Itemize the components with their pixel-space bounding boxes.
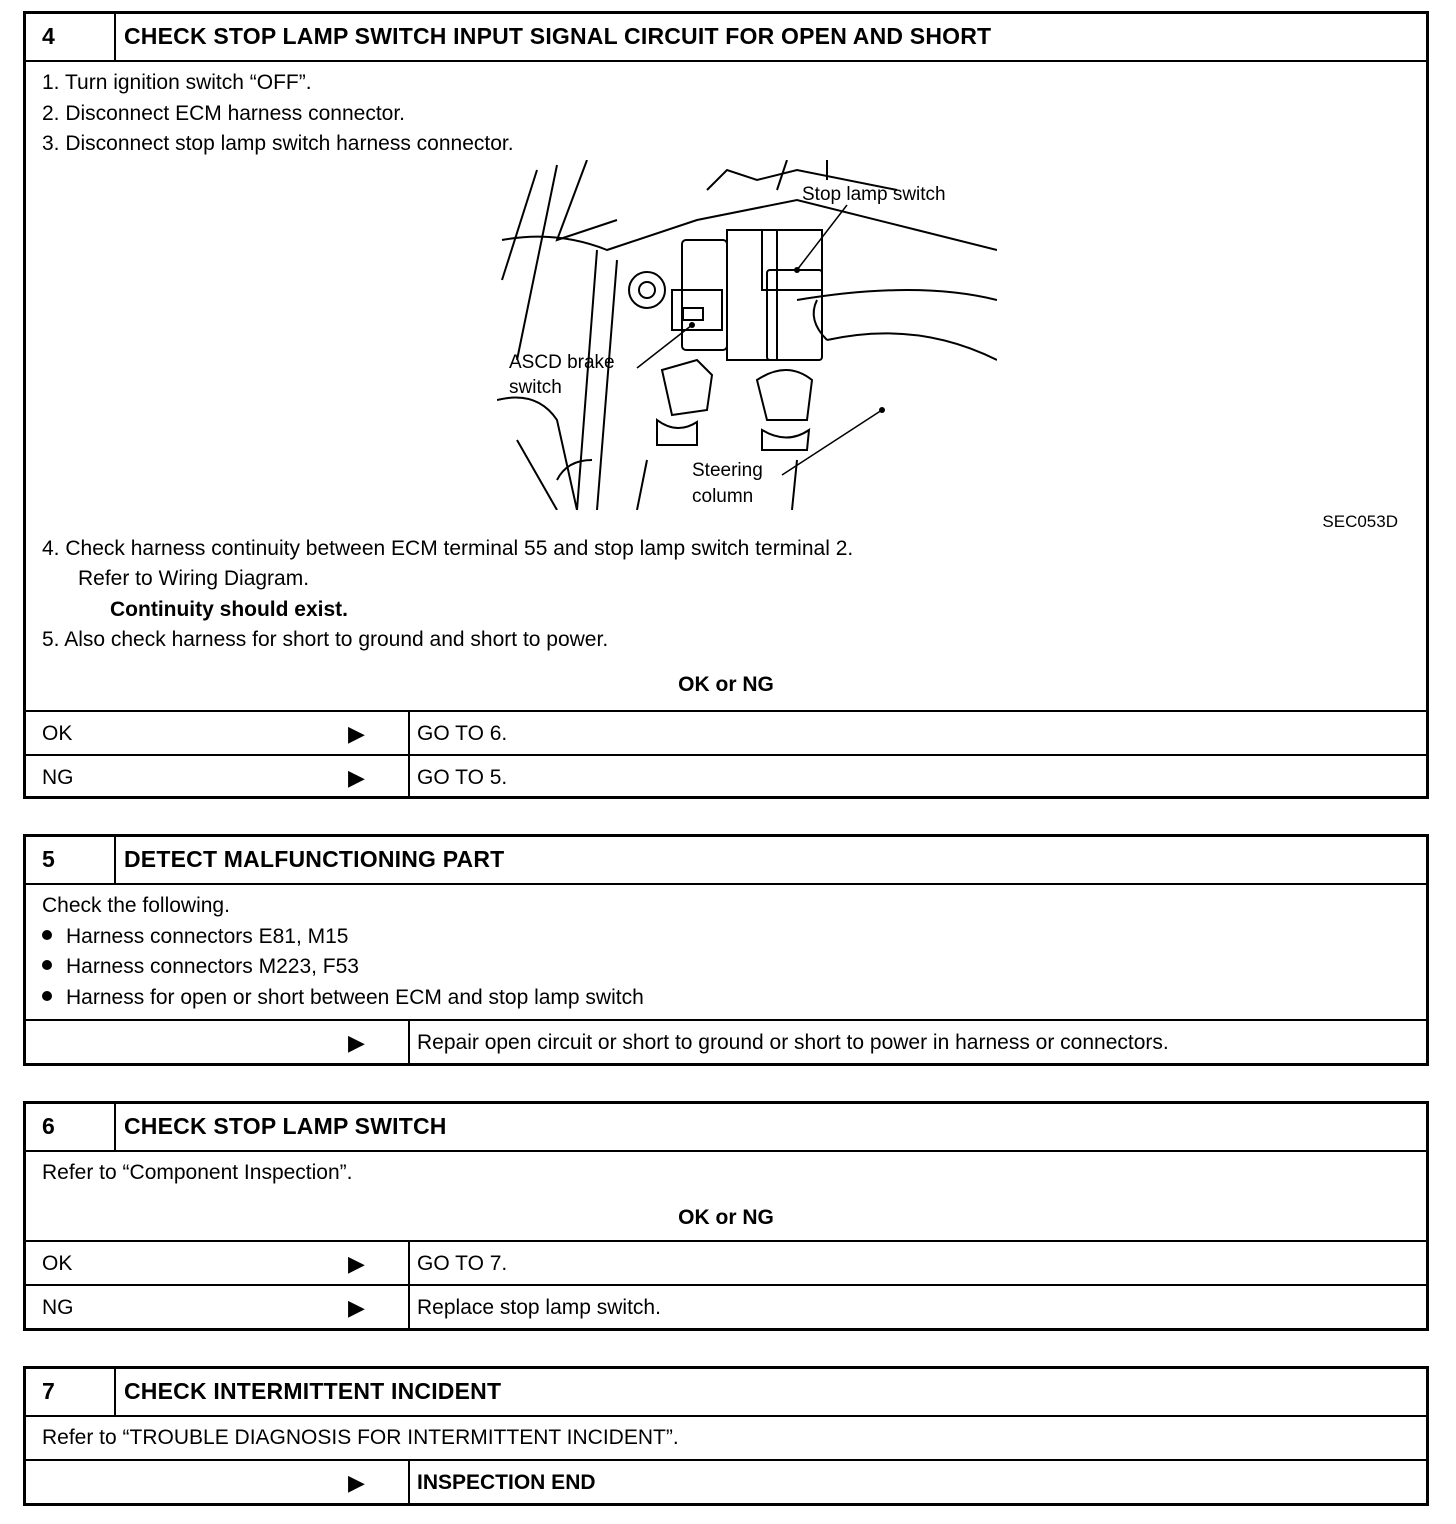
result-row-ng (26, 754, 1426, 798)
steering-label-2: column (692, 485, 754, 507)
result-label: OK (42, 722, 73, 745)
step-number: 6 (26, 1104, 116, 1150)
ascd-label-2: switch (509, 376, 562, 398)
bullet-icon (42, 991, 52, 1001)
result-label: NG (42, 766, 74, 789)
instruction-5: 5. Also check harness for short to ground and short to power. (42, 628, 609, 651)
instruction-text: Refer to “Component Inspection”. (42, 1161, 353, 1184)
result-action: Repair open circuit or short to ground or short to power in harness or connectors. (417, 1031, 1169, 1054)
result-row-ok (26, 710, 1426, 754)
bullet-icon (42, 960, 52, 970)
result-row (26, 1019, 1426, 1063)
arrow-icon: ▶ (348, 1030, 365, 1055)
step-7-body (26, 1415, 1426, 1459)
step-4-header (26, 14, 1426, 60)
arrow-icon: ▶ (348, 1295, 365, 1320)
steering-label-1: Steering (692, 459, 763, 481)
step-5-body (26, 883, 1426, 1019)
step-7-header (26, 1369, 1426, 1415)
step-6-block (23, 1101, 1429, 1331)
stop-lamp-switch-illustration (497, 160, 997, 510)
ascd-label-1: ASCD brake (509, 351, 615, 373)
result-action: GO TO 6. (417, 722, 508, 745)
bullet-item: Harness for open or short between ECM and stop lamp switch (42, 983, 1410, 1014)
step-title: DETECT MALFUNCTIONING PART (124, 846, 505, 872)
result-row-ok (26, 1240, 1426, 1284)
ok-or-ng-label: OK or NG (678, 672, 774, 696)
result-row-ng (26, 1284, 1426, 1328)
result-action: GO TO 7. (417, 1252, 508, 1275)
instruction-4-sub: Refer to Wiring Diagram. (78, 567, 310, 590)
result-row (26, 1459, 1426, 1503)
result-label: NG (42, 1296, 74, 1319)
stop-lamp-switch-label: Stop lamp switch (802, 183, 946, 205)
step-6-header (26, 1104, 1426, 1150)
step-number: 4 (26, 14, 116, 60)
intro-text: Check the following. (42, 894, 230, 917)
result-action: GO TO 5. (417, 766, 508, 789)
ok-or-ng-label: OK or NG (678, 1205, 774, 1229)
step-4-block (23, 11, 1429, 799)
figure-code: SEC053D (1322, 511, 1398, 531)
step-7-block (23, 1366, 1429, 1506)
instruction-1: 1. Turn ignition switch “OFF”. (42, 71, 312, 94)
result-action: INSPECTION END (417, 1471, 596, 1494)
step-title: CHECK INTERMITTENT INCIDENT (124, 1378, 502, 1404)
arrow-icon: ▶ (348, 1470, 365, 1495)
step-number: 5 (26, 837, 116, 883)
bullet-icon (42, 930, 52, 940)
result-label: OK (42, 1252, 73, 1275)
bullet-item: Harness connectors E81, M15 (42, 922, 1410, 953)
result-action: Replace stop lamp switch. (417, 1296, 661, 1319)
step-6-body (26, 1150, 1426, 1240)
switch-location-figure (42, 160, 1410, 534)
instruction-4: 4. Check harness continuity between ECM terminal 55 and stop lamp switch terminal 2. (42, 536, 854, 560)
step-title: CHECK STOP LAMP SWITCH (124, 1113, 447, 1139)
step-5-block (23, 834, 1429, 1066)
step-number: 7 (26, 1369, 116, 1415)
arrow-icon: ▶ (348, 721, 365, 746)
continuity-spec: Continuity should exist. (110, 597, 349, 621)
step-4-body (26, 60, 1426, 710)
arrow-icon: ▶ (348, 1251, 365, 1276)
bullet-item: Harness connectors M223, F53 (42, 952, 1410, 983)
instruction-text: Refer to “TROUBLE DIAGNOSIS FOR INTERMITTENT INCIDENT”. (42, 1426, 679, 1449)
step-5-header (26, 837, 1426, 883)
arrow-icon: ▶ (348, 765, 365, 790)
instruction-2: 2. Disconnect ECM harness connector. (42, 101, 406, 125)
step-title: CHECK STOP LAMP SWITCH INPUT SIGNAL CIRCUIT FOR OPEN AND SHORT (124, 23, 992, 49)
instruction-3: 3. Disconnect stop lamp switch harness connector. (42, 132, 514, 155)
